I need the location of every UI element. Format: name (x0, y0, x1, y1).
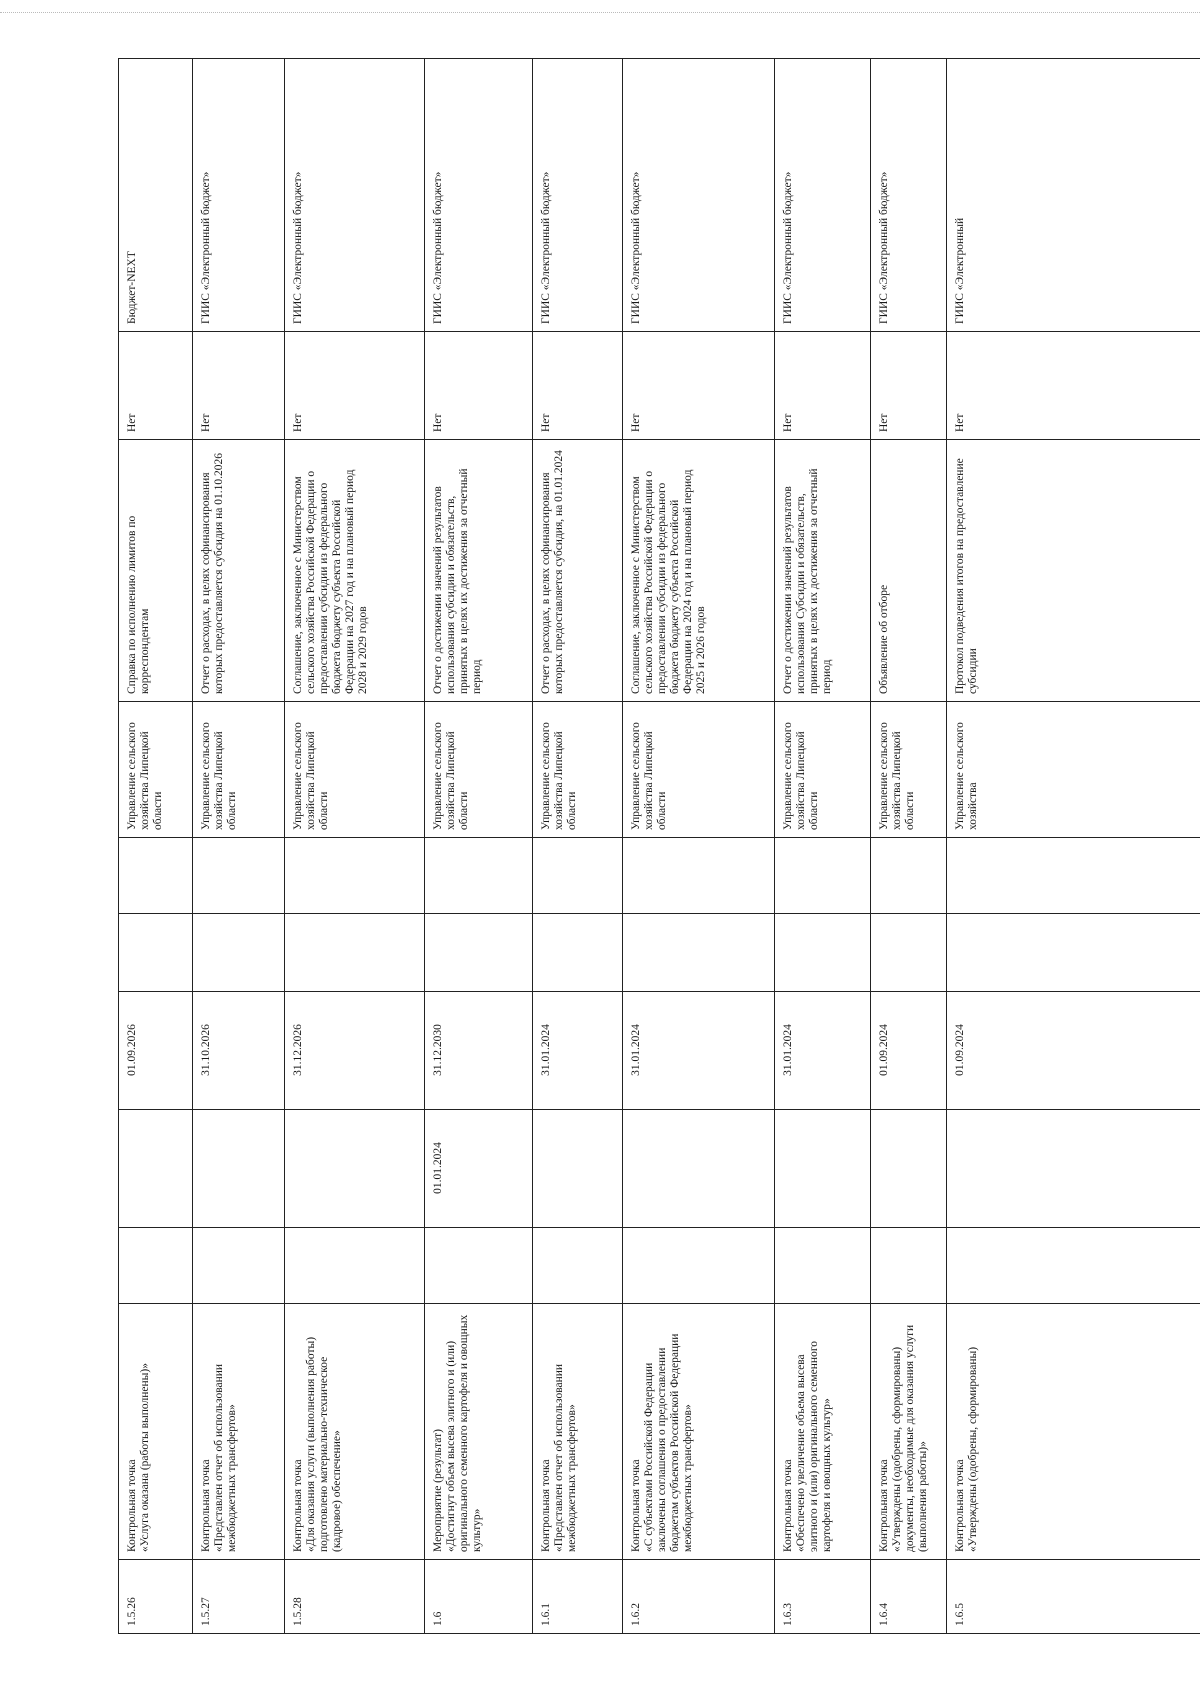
row-number (623, 1560, 775, 1634)
row-number-text: 1.6.5 (954, 1603, 966, 1626)
flag-cell (871, 332, 947, 440)
end-date-text: 01.09.2024 (954, 1024, 966, 1076)
executor-cell-text: Управление сельского хозяйства Липецкой области (200, 722, 238, 830)
end-date (119, 992, 193, 1110)
row-name-text: «Услуга оказана (работы выполнены)» (139, 1363, 151, 1552)
table-body (119, 59, 1200, 1634)
executor-cell (119, 702, 193, 838)
system-cell (947, 59, 1200, 332)
empty-cell (623, 838, 775, 914)
empty-cell (623, 914, 775, 992)
empty-cell (425, 1228, 533, 1304)
document-cell-text: Соглашение, заключенное с Министерством сельского хозяйства Российской Федерации о предоставлении субсидии из федерального бюджета бюджету субъекта Российской Федерации на 2024 год и на плановый период 2025 и 2026 годов (630, 469, 707, 694)
flag-cell-text: Нет (432, 413, 444, 432)
document-cell (425, 440, 533, 702)
executor-cell (533, 702, 623, 838)
start-date (285, 1110, 425, 1228)
row-number-text: 1.6.1 (540, 1603, 552, 1626)
empty-cell (623, 1228, 775, 1304)
system-cell-text: ГИИС «Электронный бюджет» (878, 171, 890, 324)
row-name-text: «Для оказания услуги (выполнения работы) подготовлено материально-техническое (кадровое) обеспечение» (305, 1336, 343, 1552)
row-name-text: Контрольная точка (954, 1459, 966, 1552)
start-date (623, 1110, 775, 1228)
empty-cell (285, 914, 425, 992)
empty-cell (533, 838, 623, 914)
flag-cell (947, 332, 1200, 440)
empty-cell (871, 838, 947, 914)
empty-cell (775, 914, 871, 992)
document-cell-text: Отчет о достижении значений результатов использования субсидии и обязательств, принятых в целях их достижения за отчетный период (432, 468, 483, 694)
document-cell-text: Протокол подведения итогов на предоставление субсидии (954, 458, 979, 694)
document-cell (871, 440, 947, 702)
row-number-text: 1.5.28 (292, 1597, 304, 1626)
flag-cell-text: Нет (954, 413, 966, 432)
end-date-text: 31.01.2024 (630, 1024, 642, 1076)
end-date-text: 01.09.2024 (878, 1024, 890, 1076)
end-date (533, 992, 623, 1110)
system-cell-text: ГИИС «Электронный бюджет» (630, 171, 642, 324)
executor-cell-text: Управление сельского хозяйства Липецкой области (126, 722, 164, 830)
system-cell (533, 59, 623, 332)
flag-cell (285, 332, 425, 440)
start-date (871, 1110, 947, 1228)
document-cell-text: Отчет о расходах, в целях софинансирования которых предоставляется субсидия, на 01.01.2024 (540, 450, 565, 694)
flag-cell (533, 332, 623, 440)
executor-cell (285, 702, 425, 838)
end-date (193, 992, 285, 1110)
empty-cell (119, 838, 193, 914)
system-cell (285, 59, 425, 332)
document-cell-text: Объявление об отборе (878, 584, 890, 694)
row-name-text: Мероприятие (результат) (432, 1429, 444, 1552)
flag-cell-text: Нет (630, 413, 642, 432)
executor-cell (775, 702, 871, 838)
end-date-text: 31.01.2024 (782, 1024, 794, 1076)
row-number (947, 1560, 1200, 1634)
end-date (947, 992, 1200, 1110)
flag-cell (193, 332, 285, 440)
row-number-text: 1.6.4 (878, 1603, 890, 1626)
row-name-text: Контрольная точка (292, 1459, 304, 1552)
start-date (947, 1110, 1200, 1228)
system-cell (623, 59, 775, 332)
empty-cell (425, 914, 533, 992)
row-name-text: «С субъектами Российской Федерации заключены соглашения о предоставлении бюджетам субъектов Российской Федерации межбюджетных трансфертов» (643, 1333, 694, 1552)
document-cell-text: Справка по исполнению лимитов по корреспондентам (126, 515, 151, 694)
document-cell-text: Отчет о расходах, в целях софинансирования которых предоставляется субсидия на 01.10.2026 (200, 452, 225, 694)
row-name-text: «Обеспечено увеличение объема высева элитного и (или) оригинального семенного картофеля и овощных культур» (795, 1340, 833, 1552)
row-name-text: Контрольная точка (782, 1459, 794, 1552)
end-date-text: 31.12.2030 (432, 1024, 444, 1076)
system-cell-text: ГИИС «Электронный бюджет» (432, 171, 444, 324)
empty-cell (193, 1228, 285, 1304)
executor-cell (623, 702, 775, 838)
row-name-text: Контрольная точка (540, 1459, 552, 1552)
executor-cell-text: Управление сельского хозяйства Липецкой области (432, 722, 470, 830)
empty-cell (775, 838, 871, 914)
table-row (193, 59, 285, 1634)
executor-cell-text: Управление сельского хозяйства Липецкой области (782, 722, 820, 830)
document-cell (947, 440, 1200, 702)
empty-cell (285, 1228, 425, 1304)
row-name-text: Контрольная точка (126, 1459, 138, 1552)
row-name-text: «Представлен отчет об использовании межбюджетных трансфертов» (553, 1363, 578, 1552)
executor-cell-text: Управление сельского хозяйства Липецкой области (292, 722, 330, 830)
flag-cell-text: Нет (540, 413, 552, 432)
end-date-text: 31.12.2026 (292, 1024, 304, 1076)
row-number (533, 1560, 623, 1634)
row-number-text: 1.5.26 (126, 1597, 138, 1626)
row-name (947, 1304, 1200, 1560)
empty-cell (425, 838, 533, 914)
table-row (947, 59, 1200, 1634)
executor-cell-text: Управление сельского хозяйства Липецкой области (540, 722, 578, 830)
row-name (871, 1304, 947, 1560)
system-cell-text: ГИИС «Электронный бюджет» (292, 171, 304, 324)
top-divider (0, 12, 1200, 13)
row-name (775, 1304, 871, 1560)
row-name-text: Контрольная точка (878, 1459, 890, 1552)
row-name-text: «Утверждены (одобрены, сформированы) (967, 1346, 979, 1552)
row-name (623, 1304, 775, 1560)
document-cell (533, 440, 623, 702)
start-date (119, 1110, 193, 1228)
end-date (285, 992, 425, 1110)
system-cell-text: ГИИС «Электронный бюджет» (782, 171, 794, 324)
document-cell (119, 440, 193, 702)
document-cell-text: Отчет о достижении значений результатов использования Субсидии и обязательств, принятых в целях их достижения за отчетный период (782, 468, 833, 694)
end-date-text: 31.01.2024 (540, 1024, 552, 1076)
flag-cell-text: Нет (782, 413, 794, 432)
executor-cell (947, 702, 1200, 838)
flag-cell (623, 332, 775, 440)
end-date-text: 01.09.2026 (126, 1024, 138, 1076)
system-cell-text: ГИИС «Электронный бюджет» (200, 171, 212, 324)
table-row (533, 59, 623, 1634)
system-cell (119, 59, 193, 332)
end-date (871, 992, 947, 1110)
document-cell (775, 440, 871, 702)
empty-cell (947, 914, 1200, 992)
row-number-text: 1.6 (432, 1611, 444, 1626)
executor-cell-text: Управление сельского хозяйства (954, 722, 979, 830)
end-date (775, 992, 871, 1110)
row-name-text: «Представлен отчет об использовании межбюджетных трансфертов» (213, 1363, 238, 1552)
executor-cell-text: Управление сельского хозяйства Липецкой области (630, 722, 668, 830)
flag-cell (775, 332, 871, 440)
empty-cell (871, 1228, 947, 1304)
document-cell (623, 440, 775, 702)
empty-cell (285, 838, 425, 914)
empty-cell (775, 1228, 871, 1304)
executor-cell-text: Управление сельского хозяйства Липецкой области (878, 722, 916, 830)
row-name (425, 1304, 533, 1560)
system-cell (775, 59, 871, 332)
document-cell (285, 440, 425, 702)
table-row (775, 59, 871, 1634)
flag-cell-text: Нет (200, 413, 212, 432)
table-row (623, 59, 775, 1634)
flag-cell (119, 332, 193, 440)
document-cell-text: Соглашение, заключенное с Министерством сельского хозяйства Российской Федерации о предоставлении субсидии из федерального бюджета бюджету субъекта Российской Федерации на 2027 год и на плановый период 2028 и 2029 годов (292, 469, 369, 694)
system-cell-text: ГИИС «Электронный бюджет» (540, 171, 552, 324)
row-name-text: Контрольная точка (630, 1459, 642, 1552)
row-name (533, 1304, 623, 1560)
row-number (775, 1560, 871, 1634)
table-row (871, 59, 947, 1634)
start-date-text: 01.01.2024 (432, 1142, 444, 1194)
empty-cell (947, 1228, 1200, 1304)
flag-cell (425, 332, 533, 440)
empty-cell (533, 914, 623, 992)
row-name (119, 1304, 193, 1560)
plan-table (118, 58, 1200, 1634)
system-cell (425, 59, 533, 332)
empty-cell (193, 838, 285, 914)
start-date (425, 1110, 533, 1228)
row-number-text: 1.6.3 (782, 1603, 794, 1626)
row-number (425, 1560, 533, 1634)
row-number-text: 1.5.27 (200, 1597, 212, 1626)
executor-cell (425, 702, 533, 838)
table-row (119, 59, 193, 1634)
start-date (193, 1110, 285, 1228)
empty-cell (193, 914, 285, 992)
end-date (623, 992, 775, 1110)
row-name (193, 1304, 285, 1560)
rotated-table-wrapper (118, 59, 1200, 1634)
end-date-text: 31.10.2026 (200, 1024, 212, 1076)
flag-cell-text: Нет (878, 413, 890, 432)
system-cell-text: ГИИС «Электронный (954, 217, 966, 324)
row-name (285, 1304, 425, 1560)
table-row (425, 59, 533, 1634)
row-number (193, 1560, 285, 1634)
row-number (285, 1560, 425, 1634)
start-date (533, 1110, 623, 1228)
system-cell-text: Бюджет-NEXT (126, 251, 138, 324)
empty-cell (119, 1228, 193, 1304)
empty-cell (533, 1228, 623, 1304)
end-date (425, 992, 533, 1110)
row-number (871, 1560, 947, 1634)
start-date (775, 1110, 871, 1228)
flag-cell-text: Нет (126, 413, 138, 432)
flag-cell-text: Нет (292, 413, 304, 432)
empty-cell (119, 914, 193, 992)
document-cell (193, 440, 285, 702)
row-name-text: «Утверждены (одобрены, сформированы) документы, необходимые для оказания услуги (выполнения работы)» (891, 1324, 929, 1552)
empty-cell (947, 838, 1200, 914)
empty-cell (871, 914, 947, 992)
table-row (285, 59, 425, 1634)
system-cell (193, 59, 285, 332)
row-name-text: Контрольная точка (200, 1459, 212, 1552)
system-cell (871, 59, 947, 332)
row-number (119, 1560, 193, 1634)
row-name-text: «Достигнут объем высева элитного и (или) оригинального семенного картофеля и овощных культур» (445, 1314, 483, 1552)
row-number-text: 1.6.2 (630, 1603, 642, 1626)
executor-cell (193, 702, 285, 838)
executor-cell (871, 702, 947, 838)
